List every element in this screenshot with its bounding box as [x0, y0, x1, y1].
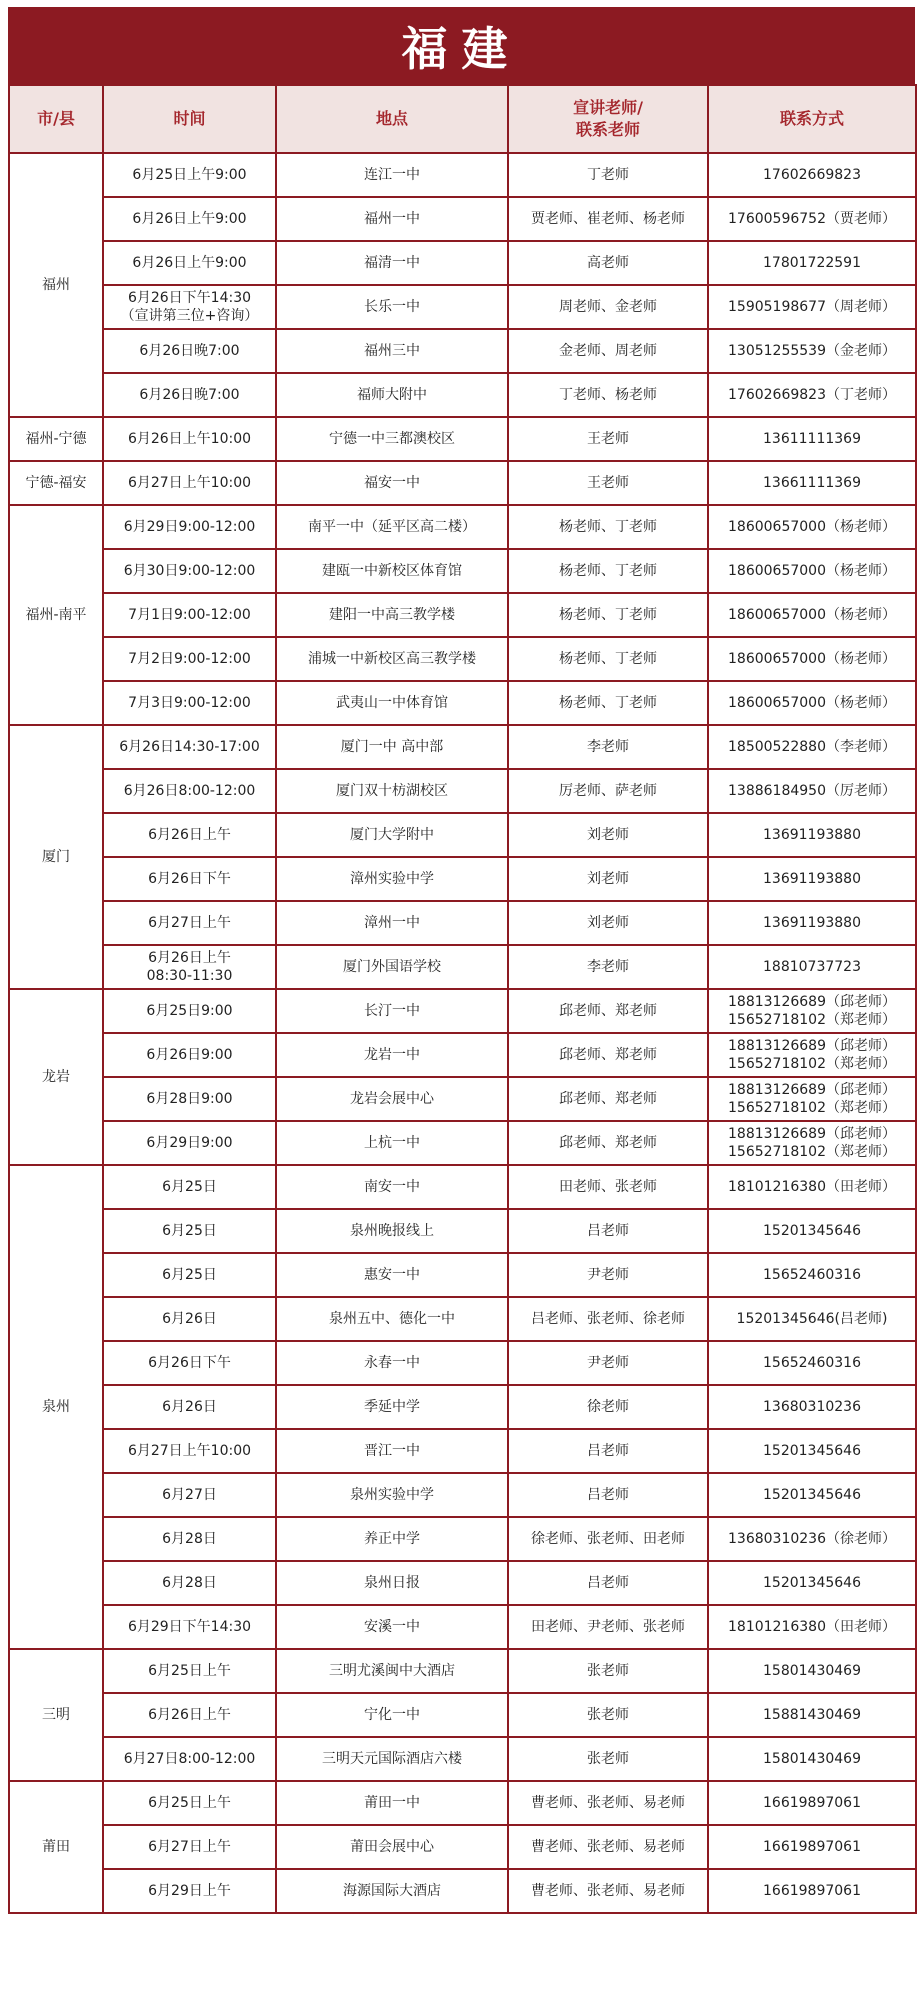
column-header-contact: 联系方式: [708, 85, 916, 153]
time-cell: 6月25日: [103, 1253, 276, 1297]
location-cell: 福安一中: [276, 461, 508, 505]
table-row: [9, 1429, 916, 1473]
table-row: [9, 153, 916, 197]
teacher-cell: 曹老师、张老师、易老师: [508, 1869, 708, 1913]
contact-cell: 13886184950（厉老师）: [708, 769, 916, 813]
location-cell: 晋江一中: [276, 1429, 508, 1473]
teacher-cell: 吕老师: [508, 1561, 708, 1605]
location-cell: 上杭一中: [276, 1121, 508, 1165]
location-cell: 泉州实验中学: [276, 1473, 508, 1517]
time-cell: 6月27日上午10:00: [103, 1429, 276, 1473]
time-cell: 6月26日上午9:00: [103, 197, 276, 241]
time-cell: 6月26日: [103, 1297, 276, 1341]
time-cell: 6月26日下午14:30 （宣讲第三位+咨询）: [103, 285, 276, 329]
teacher-cell: 李老师: [508, 945, 708, 989]
table-row: [9, 637, 916, 681]
location-cell: 莆田一中: [276, 1781, 508, 1825]
contact-cell: 18813126689（邱老师） 15652718102（郑老师）: [708, 1077, 916, 1121]
contact-cell: 13680310236（徐老师）: [708, 1517, 916, 1561]
teacher-cell: 邱老师、郑老师: [508, 1077, 708, 1121]
location-cell: 养正中学: [276, 1517, 508, 1561]
time-cell: 6月29日9:00: [103, 1121, 276, 1165]
time-cell: 7月3日9:00-12:00: [103, 681, 276, 725]
time-cell: 6月25日上午: [103, 1781, 276, 1825]
table-row: [9, 1385, 916, 1429]
contact-cell: 15201345646: [708, 1429, 916, 1473]
teacher-cell: 杨老师、丁老师: [508, 549, 708, 593]
table-row: [9, 1825, 916, 1869]
time-cell: 6月27日: [103, 1473, 276, 1517]
column-header-time: 时间: [103, 85, 276, 153]
teacher-cell: 丁老师: [508, 153, 708, 197]
table-row: [9, 725, 916, 769]
time-cell: 6月28日: [103, 1561, 276, 1605]
location-cell: 建瓯一中新校区体育馆: [276, 549, 508, 593]
location-cell: 厦门大学附中: [276, 813, 508, 857]
location-cell: 长乐一中: [276, 285, 508, 329]
contact-cell: 18101216380（田老师）: [708, 1165, 916, 1209]
teacher-cell: 王老师: [508, 461, 708, 505]
location-cell: 福州三中: [276, 329, 508, 373]
location-cell: 漳州一中: [276, 901, 508, 945]
contact-cell: 18600657000（杨老师）: [708, 505, 916, 549]
teacher-cell: 张老师: [508, 1693, 708, 1737]
table-row: [9, 593, 916, 637]
contact-cell: 13680310236: [708, 1385, 916, 1429]
location-cell: 海源国际大酒店: [276, 1869, 508, 1913]
location-cell: 南平一中（延平区高二楼）: [276, 505, 508, 549]
time-cell: 6月26日上午 08:30-11:30: [103, 945, 276, 989]
table-row: [9, 197, 916, 241]
teacher-cell: 金老师、周老师: [508, 329, 708, 373]
teacher-cell: 吕老师: [508, 1473, 708, 1517]
teacher-cell: 丁老师、杨老师: [508, 373, 708, 417]
location-cell: 漳州实验中学: [276, 857, 508, 901]
time-cell: 6月26日上午9:00: [103, 241, 276, 285]
city-cell: 福州: [9, 153, 103, 417]
teacher-cell: 徐老师、张老师、田老师: [508, 1517, 708, 1561]
contact-cell: 15801430469: [708, 1649, 916, 1693]
teacher-cell: 厉老师、萨老师: [508, 769, 708, 813]
column-header-city: 市/县: [9, 85, 103, 153]
table-row: [9, 1561, 916, 1605]
time-cell: 6月25日9:00: [103, 989, 276, 1033]
time-cell: 6月26日14:30-17:00: [103, 725, 276, 769]
location-cell: 福师大附中: [276, 373, 508, 417]
location-cell: 厦门双十枋湖校区: [276, 769, 508, 813]
table-row: [9, 1253, 916, 1297]
time-cell: 6月26日上午: [103, 1693, 276, 1737]
contact-cell: 17602669823: [708, 153, 916, 197]
table-row: [9, 1209, 916, 1253]
teacher-cell: 杨老师、丁老师: [508, 505, 708, 549]
teacher-cell: 邱老师、郑老师: [508, 1033, 708, 1077]
table-row: [9, 813, 916, 857]
contact-cell: 17602669823（丁老师）: [708, 373, 916, 417]
table-row: [9, 373, 916, 417]
location-cell: 建阳一中高三教学楼: [276, 593, 508, 637]
table-row: [9, 1649, 916, 1693]
table-row: [9, 461, 916, 505]
teacher-cell: 高老师: [508, 241, 708, 285]
location-cell: 厦门外国语学校: [276, 945, 508, 989]
location-cell: 武夷山一中体育馆: [276, 681, 508, 725]
table-body: [9, 153, 916, 1913]
table-row: [9, 1693, 916, 1737]
city-cell: 福州-宁德: [9, 417, 103, 461]
teacher-cell: 杨老师、丁老师: [508, 637, 708, 681]
time-cell: 6月25日上午9:00: [103, 153, 276, 197]
contact-cell: 13051255539（金老师）: [708, 329, 916, 373]
time-cell: 6月27日8:00-12:00: [103, 1737, 276, 1781]
time-cell: 6月29日9:00-12:00: [103, 505, 276, 549]
contact-cell: 15201345646: [708, 1473, 916, 1517]
time-cell: 6月25日: [103, 1165, 276, 1209]
location-cell: 三明尤溪闽中大酒店: [276, 1649, 508, 1693]
time-cell: 6月27日上午: [103, 1825, 276, 1869]
time-cell: 6月26日晚7:00: [103, 329, 276, 373]
teacher-cell: 田老师、张老师: [508, 1165, 708, 1209]
schedule-table: [8, 84, 917, 1914]
contact-cell: 18600657000（杨老师）: [708, 681, 916, 725]
city-cell: 宁德-福安: [9, 461, 103, 505]
table-row: [9, 1033, 916, 1077]
city-cell: 龙岩: [9, 989, 103, 1165]
teacher-cell: 张老师: [508, 1649, 708, 1693]
location-cell: 龙岩会展中心: [276, 1077, 508, 1121]
location-cell: 厦门一中 高中部: [276, 725, 508, 769]
teacher-cell: 吕老师、张老师、徐老师: [508, 1297, 708, 1341]
contact-cell: 13611111369: [708, 417, 916, 461]
contact-cell: 18500522880（李老师）: [708, 725, 916, 769]
contact-cell: 16619897061: [708, 1825, 916, 1869]
contact-cell: 13691193880: [708, 901, 916, 945]
contact-cell: 16619897061: [708, 1781, 916, 1825]
contact-cell: 15201345646: [708, 1561, 916, 1605]
table-row: [9, 241, 916, 285]
table-row: [9, 1605, 916, 1649]
location-cell: 浦城一中新校区高三教学楼: [276, 637, 508, 681]
header-row: [9, 85, 916, 153]
time-cell: 6月26日8:00-12:00: [103, 769, 276, 813]
time-cell: 6月26日上午: [103, 813, 276, 857]
location-cell: 泉州五中、德化一中: [276, 1297, 508, 1341]
contact-cell: 18813126689（邱老师） 15652718102（郑老师）: [708, 1033, 916, 1077]
location-cell: 季延中学: [276, 1385, 508, 1429]
time-cell: 6月27日上午10:00: [103, 461, 276, 505]
table-row: [9, 901, 916, 945]
contact-cell: 13661111369: [708, 461, 916, 505]
teacher-cell: 杨老师、丁老师: [508, 681, 708, 725]
time-cell: 6月26日: [103, 1385, 276, 1429]
contact-cell: 18600657000（杨老师）: [708, 593, 916, 637]
contact-cell: 18813126689（邱老师） 15652718102（郑老师）: [708, 1121, 916, 1165]
contact-cell: 18813126689（邱老师） 15652718102（郑老师）: [708, 989, 916, 1033]
time-cell: 6月25日: [103, 1209, 276, 1253]
time-cell: 6月26日下午: [103, 1341, 276, 1385]
location-cell: 福州一中: [276, 197, 508, 241]
table-row: [9, 1781, 916, 1825]
time-cell: 6月26日9:00: [103, 1033, 276, 1077]
table-row: [9, 1473, 916, 1517]
time-cell: 6月29日上午: [103, 1869, 276, 1913]
contact-cell: 18600657000（杨老师）: [708, 549, 916, 593]
time-cell: 6月27日上午: [103, 901, 276, 945]
location-cell: 长汀一中: [276, 989, 508, 1033]
table-row: [9, 681, 916, 725]
teacher-cell: 徐老师: [508, 1385, 708, 1429]
teacher-cell: 尹老师: [508, 1341, 708, 1385]
contact-cell: 18600657000（杨老师）: [708, 637, 916, 681]
teacher-cell: 田老师、尹老师、张老师: [508, 1605, 708, 1649]
table-row: [9, 285, 916, 329]
location-cell: 连江一中: [276, 153, 508, 197]
table-header: [9, 85, 916, 153]
location-cell: 永春一中: [276, 1341, 508, 1385]
location-cell: 泉州晚报线上: [276, 1209, 508, 1253]
teacher-cell: 张老师: [508, 1737, 708, 1781]
contact-cell: 15652460316: [708, 1253, 916, 1297]
contact-cell: 15881430469: [708, 1693, 916, 1737]
time-cell: 6月29日下午14:30: [103, 1605, 276, 1649]
table-row: [9, 1121, 916, 1165]
table-row: [9, 989, 916, 1033]
table-row: [9, 1341, 916, 1385]
teacher-cell: 刘老师: [508, 857, 708, 901]
time-cell: 7月2日9:00-12:00: [103, 637, 276, 681]
location-cell: 惠安一中: [276, 1253, 508, 1297]
contact-cell: 18101216380（田老师）: [708, 1605, 916, 1649]
teacher-cell: 杨老师、丁老师: [508, 593, 708, 637]
location-cell: 三明天元国际酒店六楼: [276, 1737, 508, 1781]
contact-cell: 15905198677（周老师）: [708, 285, 916, 329]
location-cell: 宁德一中三都澳校区: [276, 417, 508, 461]
table-row: [9, 857, 916, 901]
table-row: [9, 1165, 916, 1209]
city-cell: 厦门: [9, 725, 103, 989]
teacher-cell: 贾老师、崔老师、杨老师: [508, 197, 708, 241]
table-row: [9, 549, 916, 593]
teacher-cell: 邱老师、郑老师: [508, 1121, 708, 1165]
table-row: [9, 1297, 916, 1341]
location-cell: 宁化一中: [276, 1693, 508, 1737]
table-row: [9, 417, 916, 461]
contact-cell: 17801722591: [708, 241, 916, 285]
time-cell: 6月26日上午10:00: [103, 417, 276, 461]
table-row: [9, 1737, 916, 1781]
teacher-cell: 刘老师: [508, 901, 708, 945]
table-row: [9, 1517, 916, 1561]
table-row: [9, 505, 916, 549]
teacher-cell: 曹老师、张老师、易老师: [508, 1781, 708, 1825]
teacher-cell: 曹老师、张老师、易老师: [508, 1825, 708, 1869]
city-cell: 泉州: [9, 1165, 103, 1649]
time-cell: 6月30日9:00-12:00: [103, 549, 276, 593]
contact-cell: 18810737723: [708, 945, 916, 989]
teacher-cell: 吕老师: [508, 1209, 708, 1253]
city-cell: 莆田: [9, 1781, 103, 1913]
contact-cell: 17600596752（贾老师）: [708, 197, 916, 241]
table-row: [9, 1077, 916, 1121]
table-row: [9, 329, 916, 373]
location-cell: 南安一中: [276, 1165, 508, 1209]
contact-cell: 13691193880: [708, 813, 916, 857]
location-cell: 泉州日报: [276, 1561, 508, 1605]
contact-cell: 15201345646(吕老师): [708, 1297, 916, 1341]
teacher-cell: 吕老师: [508, 1429, 708, 1473]
time-cell: 6月26日下午: [103, 857, 276, 901]
city-cell: 福州-南平: [9, 505, 103, 725]
time-cell: 6月26日晚7:00: [103, 373, 276, 417]
time-cell: 6月28日: [103, 1517, 276, 1561]
location-cell: 龙岩一中: [276, 1033, 508, 1077]
column-header-location: 地点: [276, 85, 508, 153]
teacher-cell: 尹老师: [508, 1253, 708, 1297]
contact-cell: 16619897061: [708, 1869, 916, 1913]
table-row: [9, 945, 916, 989]
contact-cell: 15201345646: [708, 1209, 916, 1253]
contact-cell: 13691193880: [708, 857, 916, 901]
teacher-cell: 周老师、金老师: [508, 285, 708, 329]
teacher-cell: 刘老师: [508, 813, 708, 857]
table-row: [9, 1869, 916, 1913]
contact-cell: 15652460316: [708, 1341, 916, 1385]
page-title: 福建: [8, 7, 915, 84]
time-cell: 6月28日9:00: [103, 1077, 276, 1121]
location-cell: 莆田会展中心: [276, 1825, 508, 1869]
location-cell: 安溪一中: [276, 1605, 508, 1649]
contact-cell: 15801430469: [708, 1737, 916, 1781]
teacher-cell: 李老师: [508, 725, 708, 769]
time-cell: 7月1日9:00-12:00: [103, 593, 276, 637]
city-cell: 三明: [9, 1649, 103, 1781]
time-cell: 6月25日上午: [103, 1649, 276, 1693]
table-row: [9, 769, 916, 813]
location-cell: 福清一中: [276, 241, 508, 285]
column-header-teacher: 宣讲老师/ 联系老师: [508, 85, 708, 153]
teacher-cell: 王老师: [508, 417, 708, 461]
teacher-cell: 邱老师、郑老师: [508, 989, 708, 1033]
